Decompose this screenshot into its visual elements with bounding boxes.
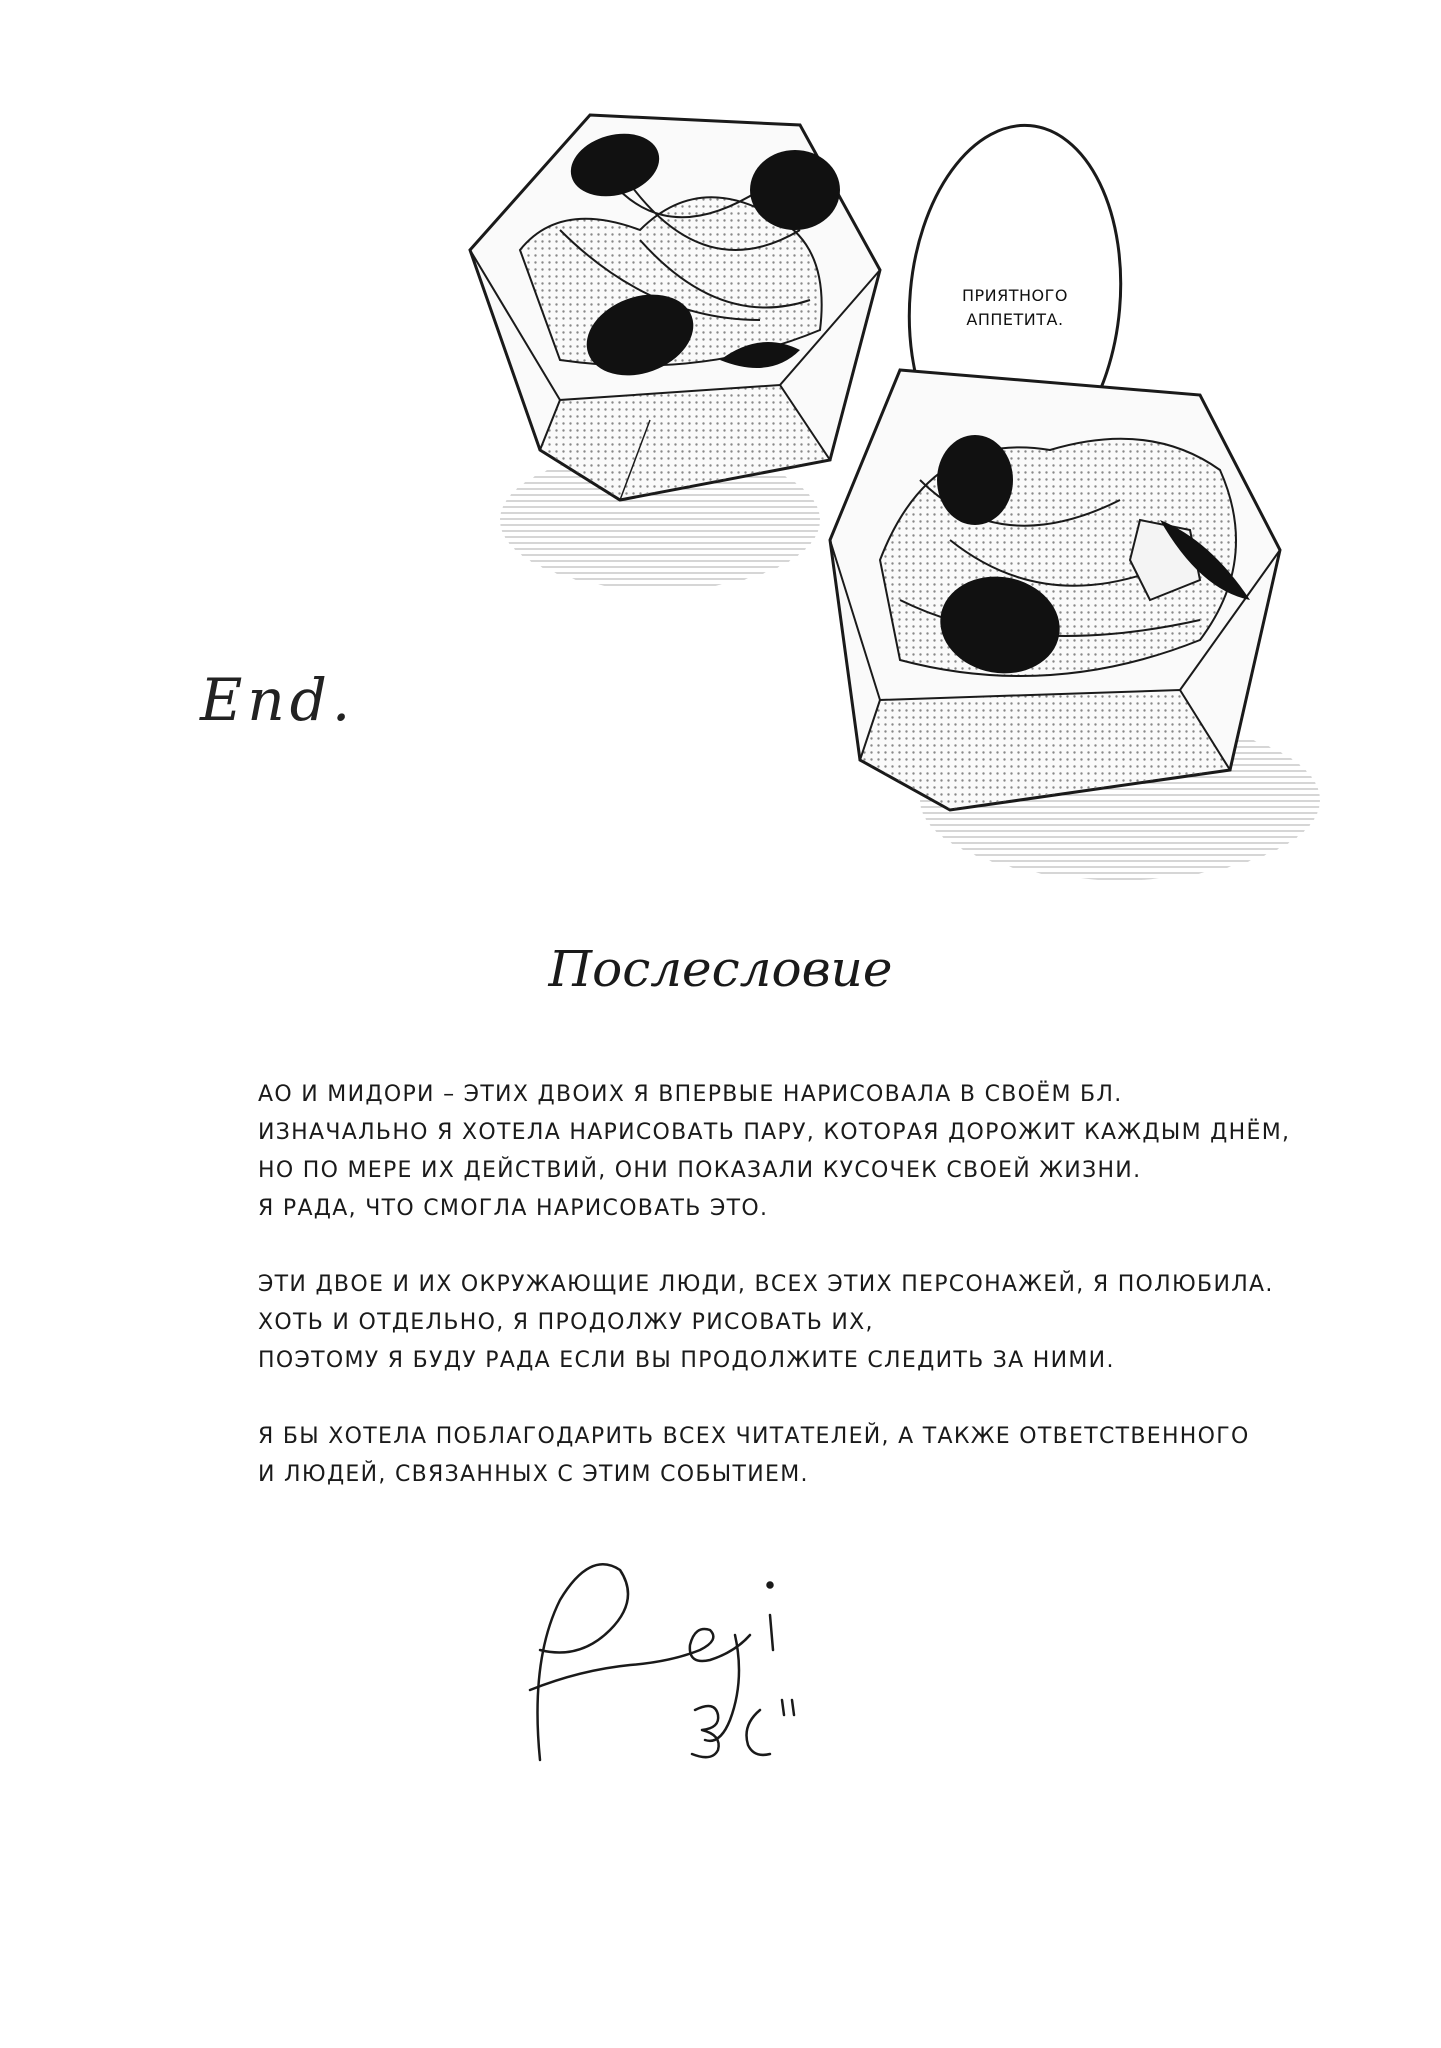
- end-mark: End.: [200, 666, 356, 734]
- author-signature: [520, 1540, 860, 1770]
- paragraph-gap: [258, 1380, 1258, 1418]
- afterword-line: ПОЭТОМУ Я БУДУ РАДА ЕСЛИ ВЫ ПРОДОЛЖИТЕ СЛЕДИТЬ ЗА НИМИ.: [258, 1348, 1115, 1373]
- paragraph-gap: [258, 1228, 1258, 1266]
- salad-bowls-illustration: [0, 0, 1441, 900]
- afterword-line: ХОТЬ И ОТДЕЛЬНО, Я ПРОДОЛЖУ РИСОВАТЬ ИХ,: [258, 1310, 874, 1335]
- speech-bubble-text: ПРИЯТНОГО АППЕТИТА.: [961, 286, 1068, 329]
- afterword-line: Я РАДА, ЧТО СМОГЛА НАРИСОВАТЬ ЭТО.: [258, 1196, 769, 1221]
- afterword-line: АО И МИДОРИ – ЭТИХ ДВОИХ Я ВПЕРВЫЕ НАРИСОВАЛА В СВОЁМ БЛ.: [258, 1082, 1123, 1107]
- afterword-body: [258, 1076, 1291, 1494]
- afterword-title: Послесловие: [548, 940, 893, 998]
- afterword-line: Я БЫ ХОТЕЛА ПОБЛАГОДАРИТЬ ВСЕХ ЧИТАТЕЛЕЙ, А ТАКЖЕ ОТВЕТСТВЕННОГО: [258, 1424, 1250, 1449]
- afterword-line: НО ПО МЕРЕ ИХ ДЕЙСТВИЙ, ОНИ ПОКАЗАЛИ КУСОЧЕК СВОЕЙ ЖИЗНИ.: [258, 1158, 1142, 1183]
- afterword-line: ЭТИ ДВОЕ И ИХ ОКРУЖАЮЩИЕ ЛЮДИ, ВСЕХ ЭТИХ ПЕРСОНАЖЕЙ, Я ПОЛЮБИЛА.: [258, 1272, 1274, 1297]
- right-bowl: [830, 370, 1280, 810]
- afterword-line: И ЛЮДЕЙ, СВЯЗАННЫХ С ЭТИМ СОБЫТИЕМ.: [258, 1462, 809, 1487]
- afterword-line: ИЗНАЧАЛЬНО Я ХОТЕЛА НАРИСОВАТЬ ПАРУ, КОТОРАЯ ДОРОЖИТ КАЖДЫМ ДНЁМ,: [258, 1120, 1291, 1145]
